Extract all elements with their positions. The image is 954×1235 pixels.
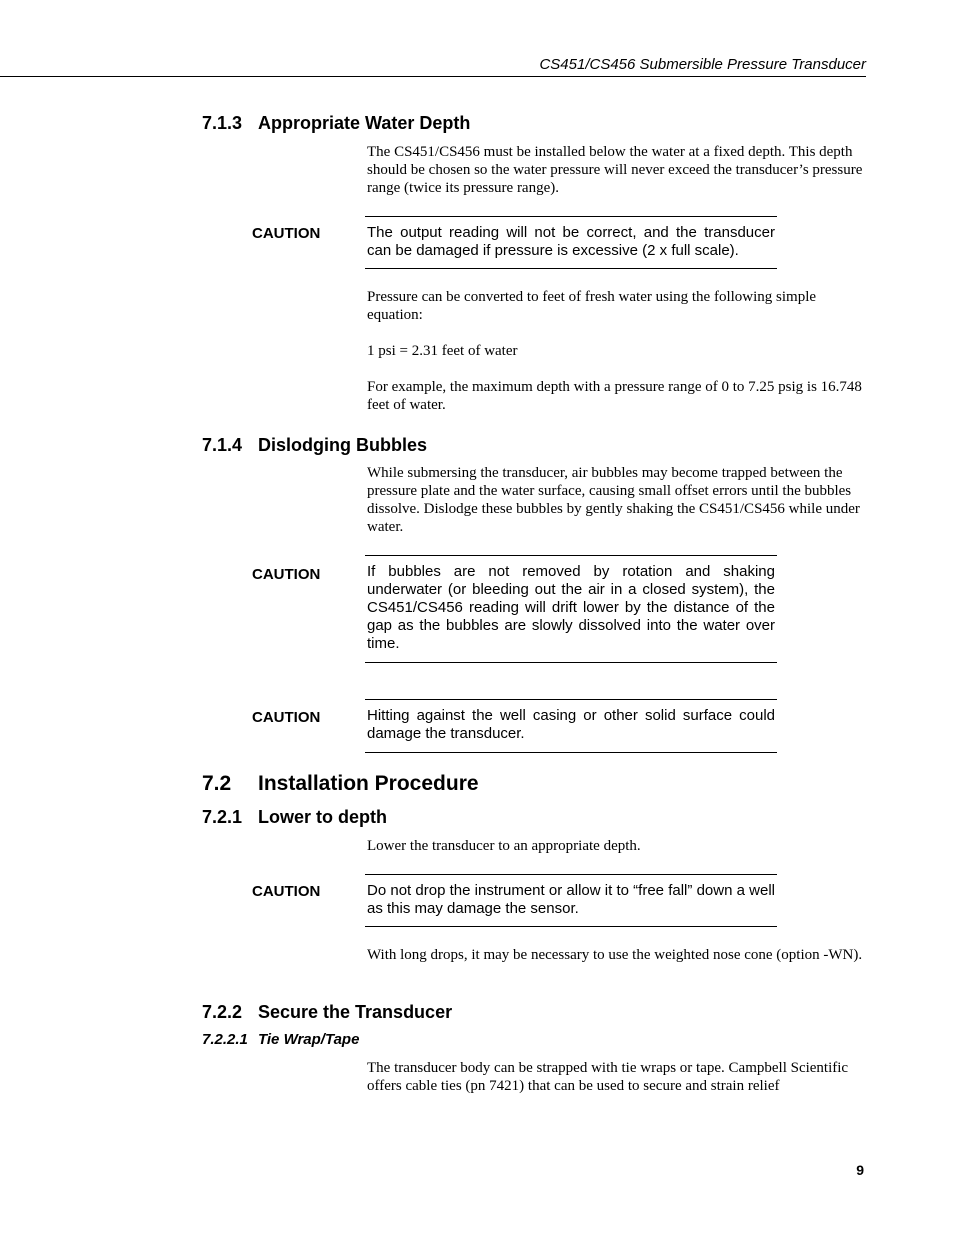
running-header	[0, 56, 866, 77]
caution-text: If bubbles are not removed by rotation and shaking underwater (or bleeding out the air in a closed system), the CS451/CS456 reading will drift lower by the distance of the gap as the bubbles are slowly dissolved into the water over time.	[367, 563, 775, 652]
section-number: 7.2.1	[202, 807, 243, 827]
caution-text: Do not drop the instrument or allow it to “free fall” down a well as this may damage the sensor.	[367, 882, 775, 917]
caution-label: CAUTION	[252, 225, 321, 242]
section-number: 7.2.2	[202, 1002, 243, 1022]
heading-7-2-2-1	[202, 1031, 359, 1049]
heading-7-2	[202, 771, 479, 797]
caution-box-bubbles	[365, 555, 777, 663]
paragraph-lower: Lower the transducer to an appropriate depth.	[367, 838, 641, 854]
heading-7-1-3	[202, 112, 470, 134]
section-number: 7.2.2.1	[202, 1031, 248, 1048]
caution-text: The output reading will not be correct, and the transducer can be damaged if pressure is excessive (2 x full scale).	[367, 224, 775, 259]
section-title: Tie Wrap/Tape	[258, 1031, 360, 1048]
page-number: 9	[856, 1162, 864, 1178]
section-title: Appropriate Water Depth	[258, 113, 471, 133]
caution-label: CAUTION	[252, 709, 321, 726]
paragraph-tie-wrap: The transducer body can be strapped with tie wraps or tape. Campbell Scientific offers cable ties (pn 7421) that can be used to secure and strain relief	[367, 1060, 849, 1094]
paragraph-conversion: Pressure can be converted to feet of fresh water using the following simple equation:	[367, 289, 817, 323]
heading-7-1-4	[202, 434, 427, 456]
paragraph-equation: 1 psi = 2.31 feet of water	[367, 343, 518, 359]
caution-box-drop	[365, 874, 777, 927]
paragraph-example: For example, the maximum depth with a pressure range of 0 to 7.25 psig is 16.748 feet of water.	[367, 379, 862, 413]
section-number: 7.2	[202, 772, 232, 795]
section-title: Lower to depth	[258, 807, 387, 827]
heading-7-2-2	[202, 1001, 452, 1023]
heading-7-2-1	[202, 806, 387, 828]
caution-box-casing	[365, 699, 777, 753]
caution-box-pressure	[365, 216, 777, 269]
paragraph-long-drops: With long drops, it may be necessary to use the weighted nose cone (option -WN).	[367, 947, 863, 963]
paragraph-bubbles: While submersing the transducer, air bubbles may become trapped between the pressure plate and the water surface, causing small offset errors until the bubbles dissolve. Dislodge these bubbles by gently shaking the CS451/CS456 while under water.	[367, 465, 860, 535]
section-number: 7.1.4	[202, 435, 243, 455]
caution-label: CAUTION	[252, 566, 321, 583]
running-header-title: CS451/CS456 Submersible Pressure Transducer	[539, 56, 866, 73]
section-title: Dislodging Bubbles	[258, 435, 427, 455]
section-title: Installation Procedure	[258, 772, 479, 795]
paragraph-water-depth: The CS451/CS456 must be installed below the water at a fixed depth. This depth should be chosen so the water pressure will never exceed the transducer’s pressure range (twice its pressure range).	[367, 144, 863, 196]
caution-label: CAUTION	[252, 883, 321, 900]
section-title: Secure the Transducer	[258, 1002, 453, 1022]
caution-text: Hitting against the well casing or other solid surface could damage the transducer.	[367, 707, 775, 742]
section-number: 7.1.3	[202, 113, 243, 133]
